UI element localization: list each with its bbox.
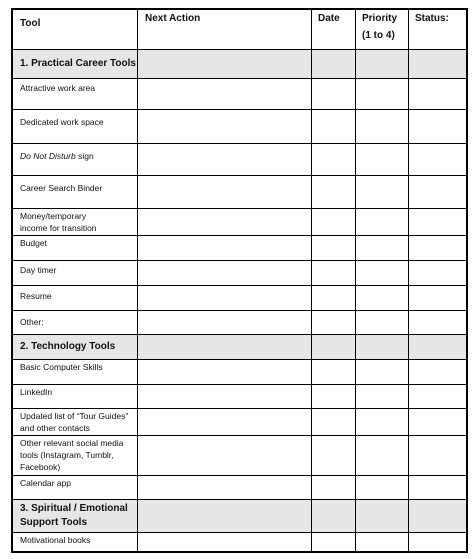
next-action-cell[interactable] bbox=[138, 110, 312, 143]
status-cell[interactable] bbox=[409, 236, 466, 260]
next-action-cell[interactable] bbox=[138, 209, 312, 235]
tool-label-line2: tools (Instagram, Tumblr, bbox=[20, 450, 114, 460]
section-cell bbox=[138, 335, 312, 359]
tool-label-italic: Do Not Disturb bbox=[20, 151, 76, 161]
tool-cell bbox=[13, 236, 138, 260]
tool-label-rest: sign bbox=[75, 151, 94, 161]
next-action-cell[interactable] bbox=[138, 311, 312, 334]
tool-label: Other: bbox=[20, 317, 44, 327]
status-cell[interactable] bbox=[409, 476, 466, 499]
priority-cell[interactable] bbox=[356, 236, 409, 260]
tool-label-line2: income for transition bbox=[20, 223, 97, 233]
date-cell[interactable] bbox=[312, 385, 356, 408]
status-cell[interactable] bbox=[409, 533, 466, 551]
date-cell[interactable] bbox=[312, 110, 356, 143]
table-row bbox=[13, 261, 466, 286]
priority-cell[interactable] bbox=[356, 385, 409, 408]
table-row bbox=[13, 436, 466, 476]
tool-label: Attractive work area bbox=[20, 83, 96, 93]
priority-cell[interactable] bbox=[356, 436, 409, 475]
next-action-cell[interactable] bbox=[138, 533, 312, 551]
tool-label: Career Search Binder bbox=[20, 183, 103, 193]
next-action-cell[interactable] bbox=[138, 476, 312, 499]
date-cell[interactable] bbox=[312, 476, 356, 499]
section-cell bbox=[312, 335, 356, 359]
section-cell bbox=[138, 500, 312, 532]
tool-label-line2: and other contacts bbox=[20, 423, 90, 433]
section-cell bbox=[312, 500, 356, 532]
next-action-cell[interactable] bbox=[138, 286, 312, 310]
status-cell[interactable] bbox=[409, 409, 466, 435]
tool-cell bbox=[13, 385, 138, 408]
date-cell[interactable] bbox=[312, 176, 356, 208]
header-priority-range: (1 to 4) bbox=[362, 30, 395, 41]
status-cell[interactable] bbox=[409, 261, 466, 285]
tool-cell bbox=[13, 79, 138, 109]
tool-label bbox=[13, 144, 137, 162]
tool-cell bbox=[13, 476, 138, 499]
table-row bbox=[13, 409, 466, 436]
table-row bbox=[13, 360, 466, 385]
tool-cell bbox=[13, 176, 138, 208]
tool-label: Basic Computer Skills bbox=[20, 362, 103, 372]
status-cell[interactable] bbox=[409, 385, 466, 408]
priority-cell[interactable] bbox=[356, 409, 409, 435]
status-cell[interactable] bbox=[409, 209, 466, 235]
table-row bbox=[13, 311, 466, 335]
tool-label-line1: Other relevant social media bbox=[20, 438, 124, 448]
table-header-row bbox=[13, 10, 466, 50]
header-date: Date bbox=[318, 13, 340, 24]
section-cell bbox=[409, 500, 466, 532]
priority-cell[interactable] bbox=[356, 261, 409, 285]
tool-label-line1: Updated list of “Tour Guides” bbox=[20, 411, 129, 421]
section-cell bbox=[409, 50, 466, 78]
section-cell bbox=[138, 50, 312, 78]
next-action-cell[interactable] bbox=[138, 261, 312, 285]
tool-cell bbox=[13, 436, 138, 475]
priority-cell[interactable] bbox=[356, 360, 409, 384]
header-tool: Tool bbox=[20, 18, 41, 29]
next-action-cell[interactable] bbox=[138, 385, 312, 408]
header-priority-cell bbox=[356, 10, 409, 49]
section-row-spiritual-emotional-support-tools bbox=[13, 500, 466, 533]
tool-cell bbox=[13, 110, 138, 143]
tool-label: LinkedIn bbox=[20, 387, 53, 397]
next-action-cell[interactable] bbox=[138, 144, 312, 175]
section-title-cell bbox=[13, 335, 138, 359]
header-date-cell bbox=[312, 10, 356, 49]
date-cell[interactable] bbox=[312, 436, 356, 475]
date-cell[interactable] bbox=[312, 236, 356, 260]
table-row bbox=[13, 110, 466, 144]
next-action-cell[interactable] bbox=[138, 409, 312, 435]
header-status-cell bbox=[409, 10, 466, 49]
section-row-technology-tools bbox=[13, 335, 466, 360]
date-cell[interactable] bbox=[312, 144, 356, 175]
date-cell[interactable] bbox=[312, 311, 356, 334]
header-next-action-cell bbox=[138, 10, 312, 49]
section-cell bbox=[356, 500, 409, 532]
table-row bbox=[13, 286, 466, 311]
table-row bbox=[13, 236, 466, 261]
priority-cell[interactable] bbox=[356, 476, 409, 499]
tool-cell bbox=[13, 261, 138, 285]
date-cell[interactable] bbox=[312, 261, 356, 285]
career-tools-worksheet-table bbox=[11, 8, 468, 553]
header-priority: Priority bbox=[362, 13, 398, 24]
priority-cell[interactable] bbox=[356, 286, 409, 310]
next-action-cell[interactable] bbox=[138, 236, 312, 260]
section-title-line1: 3. Spiritual / Emotional bbox=[20, 503, 128, 514]
date-cell[interactable] bbox=[312, 360, 356, 384]
next-action-cell[interactable] bbox=[138, 176, 312, 208]
status-cell[interactable] bbox=[409, 436, 466, 475]
date-cell[interactable] bbox=[312, 209, 356, 235]
section-cell bbox=[356, 335, 409, 359]
table-row bbox=[13, 209, 466, 236]
section-title: 1. Practical Career Tools bbox=[20, 58, 136, 69]
date-cell[interactable] bbox=[312, 79, 356, 109]
tool-cell bbox=[13, 286, 138, 310]
tool-cell bbox=[13, 209, 138, 235]
header-next-action: Next Action bbox=[145, 13, 201, 24]
tool-label: Budget bbox=[20, 238, 47, 248]
tool-cell bbox=[13, 144, 138, 175]
header-tool-cell bbox=[13, 10, 138, 49]
priority-cell[interactable] bbox=[356, 176, 409, 208]
status-cell[interactable] bbox=[409, 286, 466, 310]
section-cell bbox=[409, 335, 466, 359]
tool-cell bbox=[13, 533, 138, 551]
section-title: 2. Technology Tools bbox=[20, 341, 116, 352]
status-cell[interactable] bbox=[409, 79, 466, 109]
date-cell[interactable] bbox=[312, 409, 356, 435]
tool-label-line1: Money/temporary bbox=[20, 211, 87, 221]
date-cell[interactable] bbox=[312, 286, 356, 310]
tool-label: Dedicated work space bbox=[20, 117, 104, 127]
tool-label: Resume bbox=[20, 291, 52, 301]
section-title-cell bbox=[13, 500, 138, 532]
next-action-cell[interactable] bbox=[138, 360, 312, 384]
tool-cell bbox=[13, 360, 138, 384]
next-action-cell[interactable] bbox=[138, 436, 312, 475]
priority-cell[interactable] bbox=[356, 110, 409, 143]
status-cell[interactable] bbox=[409, 144, 466, 175]
date-cell[interactable] bbox=[312, 533, 356, 551]
table-row bbox=[13, 385, 466, 409]
priority-cell[interactable] bbox=[356, 311, 409, 334]
table-row bbox=[13, 79, 466, 110]
table-row bbox=[13, 533, 466, 551]
table-row bbox=[13, 176, 466, 209]
priority-cell[interactable] bbox=[356, 209, 409, 235]
status-cell[interactable] bbox=[409, 176, 466, 208]
status-cell[interactable] bbox=[409, 110, 466, 143]
tool-cell bbox=[13, 311, 138, 334]
tool-label: Day timer bbox=[20, 265, 57, 275]
priority-cell[interactable] bbox=[356, 533, 409, 551]
header-status: Status: bbox=[415, 13, 449, 24]
section-title-cell bbox=[13, 50, 138, 78]
section-cell bbox=[356, 50, 409, 78]
priority-cell[interactable] bbox=[356, 79, 409, 109]
tool-label: Motivational books bbox=[20, 535, 91, 545]
tool-cell bbox=[13, 409, 138, 435]
section-title-line2: Support Tools bbox=[20, 517, 88, 528]
table-row bbox=[13, 476, 466, 500]
table-row bbox=[13, 144, 466, 176]
status-cell[interactable] bbox=[409, 311, 466, 334]
next-action-cell[interactable] bbox=[138, 79, 312, 109]
section-row-practical-career-tools bbox=[13, 50, 466, 79]
section-cell bbox=[312, 50, 356, 78]
tool-label-line3: Facebook) bbox=[20, 462, 61, 472]
priority-cell[interactable] bbox=[356, 144, 409, 175]
tool-label: Calendar app bbox=[20, 478, 72, 488]
status-cell[interactable] bbox=[409, 360, 466, 384]
